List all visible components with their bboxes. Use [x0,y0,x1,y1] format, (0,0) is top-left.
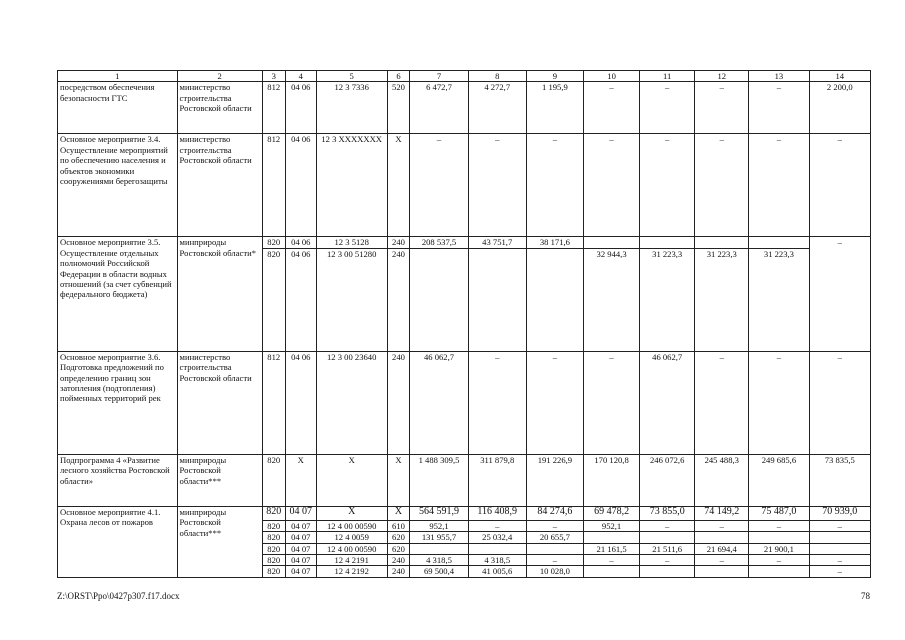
table-cell: 4 318,5 [410,555,468,566]
table-cell: 564 591,9 [410,506,468,520]
measure-description: Основное мероприятие 3.6. Подготовка предложений по определению границ зон затопления (подтопления) пойменных территорий рек [58,351,178,454]
table-cell: 820 [262,543,285,554]
table-cell: 116 408,9 [468,506,526,520]
table-cell: – [526,555,583,566]
table-cell: 04 06 [285,82,316,134]
table-cell: 208 537,5 [410,237,468,248]
table-cell: X [316,454,387,506]
table-cell [468,543,526,554]
responsible-organization: минприроды Ростовской области*** [177,454,262,506]
table-cell: 04 07 [285,543,316,554]
table-cell: 620 [387,532,410,543]
table-cell: X [387,506,410,520]
table-cell [749,532,809,543]
measure-description: Основное мероприятие 3.5. Осуществление отдельных полномочий Российской Федерации в области водных отношений (за счет субвенций федерального бюджета) [58,237,178,351]
table-cell: – [640,520,695,531]
table-cell: 240 [387,555,410,566]
table-cell: 04 07 [285,506,316,520]
table-cell: – [809,555,870,566]
table-cell: 812 [262,134,285,237]
table-cell: 131 955,7 [410,532,468,543]
table-cell: – [749,82,809,134]
table-row [58,237,871,248]
table-cell: 25 032,4 [468,532,526,543]
table-cell [695,566,749,577]
table-cell: 04 07 [285,566,316,577]
table-cell: – [809,566,870,577]
table-cell: 4 318,5 [468,555,526,566]
table-cell: – [640,82,695,134]
table-cell: 6 472,7 [410,82,468,134]
table-cell: 31 223,3 [640,248,695,351]
table-cell: X [387,454,410,506]
table-cell [809,532,870,543]
table-cell [640,566,695,577]
table-cell: 41 005,6 [468,566,526,577]
table-row [58,506,871,520]
measure-description: посредством обеспечения безопасности ГТС [58,82,178,134]
table-cell: 70 939,0 [809,506,870,520]
table-cell: – [809,351,870,454]
table-cell: 31 223,3 [749,248,809,351]
table-cell: 43 751,7 [468,237,526,248]
column-header: 10 [584,71,640,82]
table-cell: – [695,555,749,566]
table-cell: – [749,351,809,454]
table-cell: 12 3 7336 [316,82,387,134]
table-cell: X [387,134,410,237]
column-header: 9 [526,71,583,82]
table-cell: 249 685,6 [749,454,809,506]
table-cell: – [640,134,695,237]
measure-description: Подпрограмма 4 «Развитие лесного хозяйства Ростовской области» [58,454,178,506]
table-row [58,134,871,237]
table-body [58,82,871,577]
table-cell: 32 944,3 [584,248,640,351]
table-cell: 38 171,6 [526,237,583,248]
table-cell: – [468,134,526,237]
table-cell: 12 4 2192 [316,566,387,577]
table-cell: 10 028,0 [526,566,583,577]
column-header: 13 [749,71,809,82]
table-cell: 520 [387,82,410,134]
table-cell: 820 [262,555,285,566]
table-cell [749,237,809,248]
table-cell [410,248,468,351]
table-cell: – [410,134,468,237]
table-cell: 246 072,6 [640,454,695,506]
table-cell: – [809,237,870,351]
table-cell: 952,1 [584,520,640,531]
column-header: 3 [262,71,285,82]
table-cell: 4 272,7 [468,82,526,134]
table-cell: 820 [262,520,285,531]
table-cell: – [695,351,749,454]
table-cell: – [695,82,749,134]
table-cell: – [468,520,526,531]
column-header: 5 [316,71,387,82]
table-cell: – [695,520,749,531]
table-cell: 04 06 [285,351,316,454]
table-cell: X [316,506,387,520]
table-cell: 21 511,6 [640,543,695,554]
column-header: 1 [58,71,178,82]
table-cell: 820 [262,566,285,577]
table-cell: 820 [262,506,285,520]
table-cell: 73 835,5 [809,454,870,506]
table-cell: 952,1 [410,520,468,531]
table-cell [640,237,695,248]
table-cell [695,237,749,248]
column-header: 8 [468,71,526,82]
column-header: 14 [809,71,870,82]
table-cell [584,566,640,577]
table-cell: 69 478,2 [584,506,640,520]
table-cell: 311 879,8 [468,454,526,506]
table-cell: 04 07 [285,532,316,543]
table-cell: 610 [387,520,410,531]
table-cell: 04 06 [285,237,316,248]
table-cell: 820 [262,532,285,543]
table-cell: 820 [262,454,285,506]
table-cell: – [526,134,583,237]
table-cell: 812 [262,82,285,134]
table-cell: 820 [262,237,285,248]
table-cell: – [468,351,526,454]
responsible-organization: минприроды Ростовской области* [177,237,262,351]
measure-description: Основное мероприятие 3.4. Осуществление мероприятий по обеспечению населения и объектов экономики сооружениями берегозащиты [58,134,178,237]
table-row [58,454,871,506]
table-cell: 84 274,6 [526,506,583,520]
responsible-organization: министерство строительства Ростовской области [177,134,262,237]
table-cell: 12 3 XXXXXXX [316,134,387,237]
table-cell: – [584,134,640,237]
table-cell: 12 3 5128 [316,237,387,248]
table-cell: 812 [262,351,285,454]
table-cell: – [526,520,583,531]
table-cell [584,532,640,543]
table-cell: 69 500,4 [410,566,468,577]
table-cell: 240 [387,566,410,577]
table-cell [640,532,695,543]
table-row [58,82,871,134]
table-cell [584,237,640,248]
table-cell: 31 223,3 [695,248,749,351]
responsible-organization: министерство строительства Ростовской области [177,82,262,134]
responsible-organization: министерство строительства Ростовской области [177,351,262,454]
table-cell: 820 [262,248,285,351]
table-cell: 46 062,7 [640,351,695,454]
table-cell: 04 07 [285,520,316,531]
table-cell: – [584,351,640,454]
table-cell: 2 200,0 [809,82,870,134]
table-cell: 20 655,7 [526,532,583,543]
column-header: 4 [285,71,316,82]
table-cell: – [809,520,870,531]
table-cell: 12 3 00 23640 [316,351,387,454]
column-header: 12 [695,71,749,82]
column-number-row [58,71,871,82]
budget-table [57,70,871,578]
table-cell: – [749,555,809,566]
table-cell: 170 120,8 [584,454,640,506]
table-cell: 04 06 [285,248,316,351]
page-number: 78 [861,591,870,601]
table-cell: 240 [387,248,410,351]
table-cell: 12 4 00 00590 [316,543,387,554]
column-header: 6 [387,71,410,82]
measure-description: Основное мероприятие 4.1. Охрана лесов от пожаров [58,506,178,577]
table-cell: 73 855,0 [640,506,695,520]
table-cell: 12 4 0059 [316,532,387,543]
column-header: 7 [410,71,468,82]
table-cell [809,543,870,554]
table-cell: 46 062,7 [410,351,468,454]
table-cell [695,532,749,543]
table-cell [410,543,468,554]
table-cell: 21 161,5 [584,543,640,554]
file-path: Z:\ORST\Ppo\0427p307.f17.docx [57,591,180,601]
table-cell: 21 694,4 [695,543,749,554]
table-cell: 240 [387,237,410,248]
table-cell: – [584,82,640,134]
table-cell [526,248,583,351]
table-cell: 74 149,2 [695,506,749,520]
table-cell: 12 4 2191 [316,555,387,566]
table-cell: X [285,454,316,506]
table-cell: 240 [387,351,410,454]
table-cell: 1 195,9 [526,82,583,134]
table-cell: – [640,555,695,566]
responsible-organization: минприроды Ростовской области*** [177,506,262,577]
table-cell: 04 06 [285,134,316,237]
table-cell: – [809,134,870,237]
table-cell: – [584,555,640,566]
table-cell: 12 4 00 00590 [316,520,387,531]
column-header: 2 [177,71,262,82]
table-cell: 191 226,9 [526,454,583,506]
table-cell: 04 07 [285,555,316,566]
table-cell: 21 900,1 [749,543,809,554]
column-header: 11 [640,71,695,82]
table-cell: 1 488 309,5 [410,454,468,506]
table-cell: 75 487,0 [749,506,809,520]
table-cell [526,543,583,554]
table-cell: – [526,351,583,454]
table-cell [749,566,809,577]
table-cell: 12 3 00 51280 [316,248,387,351]
table-cell: – [749,134,809,237]
table-cell [468,248,526,351]
table-cell: – [695,134,749,237]
table-cell: – [749,520,809,531]
table-cell: 620 [387,543,410,554]
table-row [58,351,871,454]
table-cell: 245 488,3 [695,454,749,506]
